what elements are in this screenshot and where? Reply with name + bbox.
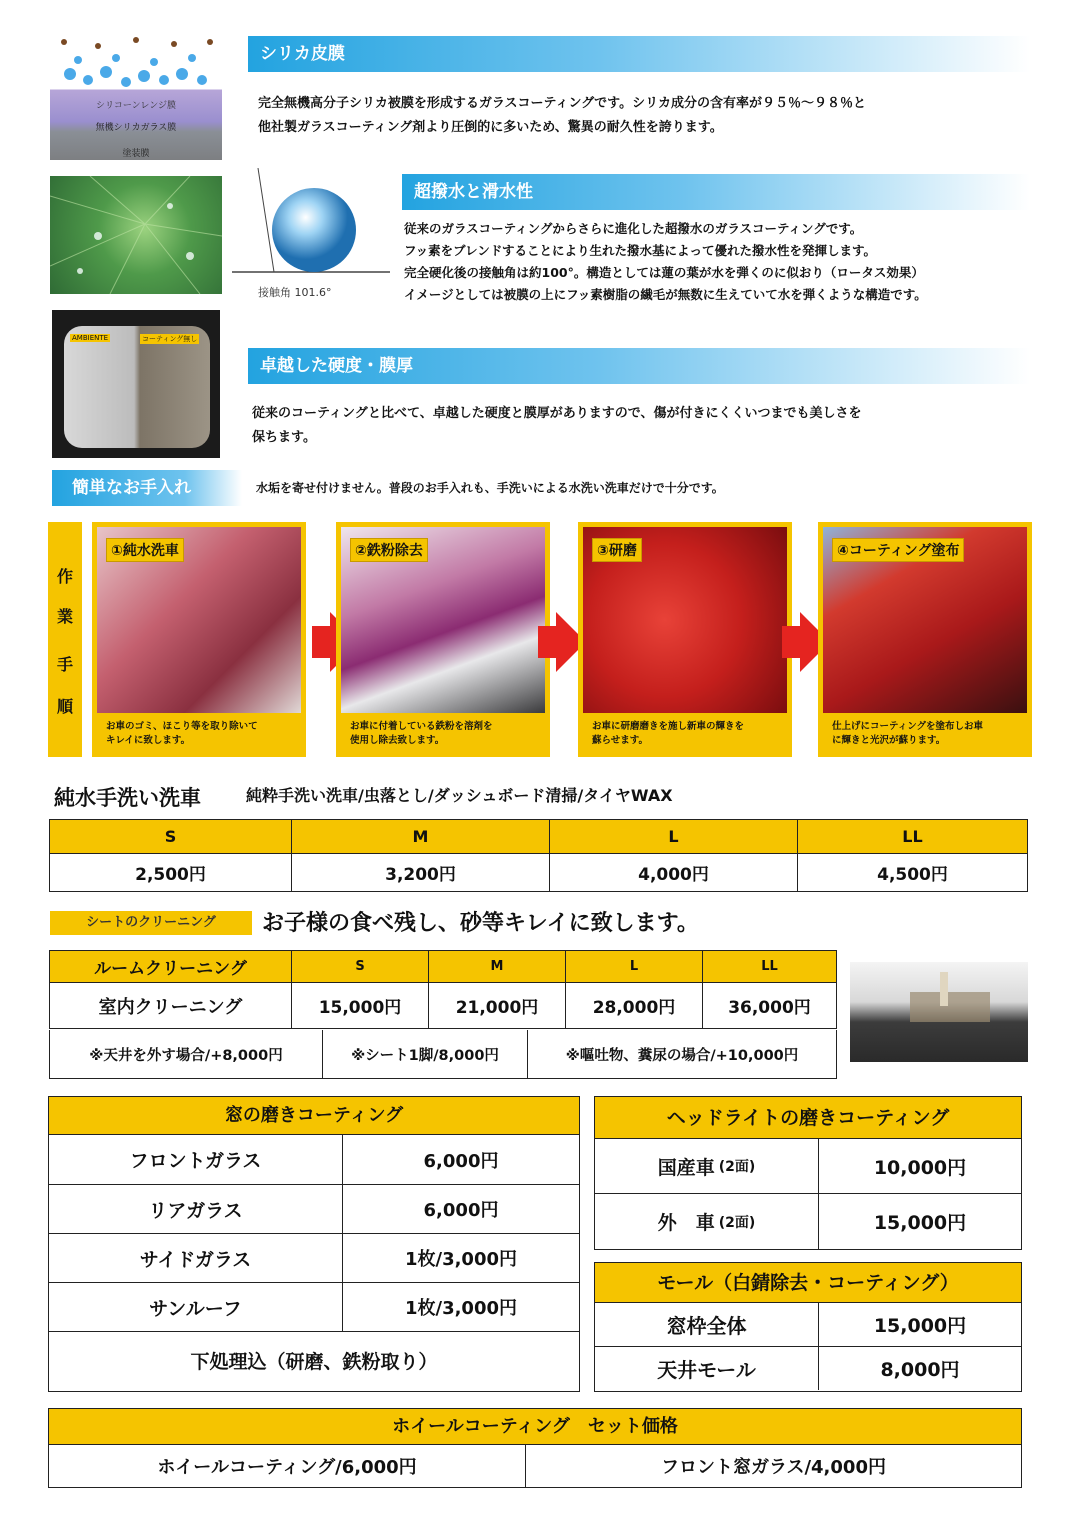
step-card-3	[578, 522, 792, 757]
steps-char-1: 作	[57, 567, 74, 586]
step-label: ②鉄粉除去	[350, 538, 428, 562]
window-item-price: 1枚/3,000円	[404, 1249, 518, 1270]
headlight-item-name: 外 車	[657, 1212, 715, 1234]
wash-title: 純水手洗い洗車	[54, 786, 201, 810]
diagram-layer-1: シリコーンレンジ膜	[96, 101, 176, 111]
room-note: ※シート1脚/8,000円	[323, 1030, 528, 1078]
wheel-set-box	[48, 1408, 1022, 1488]
headlight-item-price: 15,000円	[873, 1212, 967, 1234]
water-droplet-angle	[232, 168, 392, 304]
diagram-layer-3: 塗装膜	[122, 149, 150, 159]
window-item-name: フロントガラス	[49, 1135, 343, 1184]
price-cell: 2,500円	[50, 854, 292, 892]
wash-subtitle: 純粋手洗い洗車/虫落とし/ダッシュボード清掃/タイヤWAX	[246, 786, 673, 805]
silica-text-1: 完全無機高分子シリカ被膜を形成するガラスコーティングです。シリカ成分の含有率が９５％～９８％と	[258, 96, 867, 111]
mall-item-name: 窓枠全体	[595, 1303, 819, 1346]
section-title-water: 超撥水と滑水性	[402, 174, 1030, 210]
seat-headline: お子様の食べ残し、砂等キレイに致します。	[262, 911, 699, 936]
step-card-2	[336, 522, 550, 757]
hardness-text-2: 保ちます。	[252, 430, 316, 445]
headlight-item-price: 10,000円	[873, 1156, 967, 1179]
room-header: ルームクリーニング	[50, 951, 292, 983]
size-header: L	[550, 820, 798, 854]
step-caption-2: 蘇らせます。	[592, 735, 648, 746]
mall-coating-box	[594, 1262, 1022, 1392]
step-caption-1: お車に研磨磨きを施し新車の輝きを	[592, 721, 745, 732]
size-header: S	[50, 820, 292, 854]
headlight-item	[595, 1194, 819, 1249]
price-cell: 3,200円	[292, 854, 550, 892]
water-text-4: イメージとしては被膜の上にフッ素樹脂の繊毛が無数に生えていて水を弾くような構造です。	[404, 287, 927, 302]
window-header: 窓の磨きコーティング	[49, 1097, 579, 1135]
step-caption-2: キレイに致します。	[106, 735, 191, 746]
silica-diagram	[50, 32, 222, 160]
window-item-name: リアガラス	[49, 1185, 343, 1233]
steps-vertical-label	[48, 522, 82, 757]
mall-item-name: 天井モール	[595, 1347, 819, 1390]
hardness-text-1: 従来のコーティングと比べて、卓越した硬度と膜厚がありますので、傷が付きにくくいつまでも美しさを	[252, 406, 862, 421]
steps-char-3: 手	[57, 655, 74, 674]
easy-care-text: 水垢を寄せ付けません。普段のお手入れも、手洗いによる水洗い洗車だけで十分です。	[256, 481, 724, 495]
wash-price-table	[49, 819, 1028, 892]
room-notes	[49, 1030, 837, 1079]
room-cleaning-table	[49, 950, 837, 1029]
step-label: ③研磨	[592, 538, 642, 562]
silica-text-2: 他社製ガラスコーティング剤より圧倒的に多いため、驚異の耐久性を誇ります。	[258, 120, 723, 135]
headlight-item-sub: (2面)	[718, 1214, 756, 1231]
room-note: ※嘔吐物、糞尿の場合/+10,000円	[565, 1047, 799, 1064]
headlight-header: ヘッドライトの磨きコーティング	[595, 1097, 1021, 1139]
size-header: S	[292, 951, 429, 983]
step-label: ①純水洗車	[106, 538, 184, 562]
size-header: M	[429, 951, 566, 983]
price-cell: 15,000円	[292, 983, 429, 1029]
steps-char-4: 順	[57, 697, 74, 716]
step-caption-2: に輝きと光沢が蘇ります。	[832, 735, 946, 746]
step-caption-2: 使用し除去致します。	[350, 735, 445, 746]
water-text-2: フッ素をブレンドすることにより生れた撥水基によって優れた撥水性を発揮します。	[404, 243, 876, 258]
photo-label-left: AMBIENTE	[72, 334, 109, 342]
step-caption-1: お車に付着している鉄粉を溶剤を	[350, 721, 493, 732]
window-item-name: サイドガラス	[49, 1234, 343, 1282]
size-header: L	[566, 951, 703, 983]
price-cell: 4,000円	[550, 854, 798, 892]
price-cell: 4,500円	[798, 854, 1028, 892]
size-header: M	[292, 820, 550, 854]
wheel-item: フロント窓ガラス/4,000円	[661, 1457, 886, 1478]
headlight-item-sub: (2面)	[718, 1159, 756, 1175]
price-cell: 28,000円	[566, 983, 703, 1029]
headlight-coating-box	[594, 1096, 1022, 1250]
photo-label-right: コーティング無し	[142, 335, 198, 343]
mall-item-price: 8,000円	[880, 1359, 960, 1381]
size-header: LL	[703, 951, 837, 983]
step-card-4	[818, 522, 1032, 757]
price-cell: 36,000円	[703, 983, 837, 1029]
price-cell: 21,000円	[429, 983, 566, 1029]
window-coating-box	[48, 1096, 580, 1392]
water-text-3: 完全硬化後の接触角は約100°。構造としては蓮の葉が水を弾くのに似おり（ロータス効果）	[404, 265, 924, 280]
size-header: LL	[798, 820, 1028, 854]
wheel-item: ホイールコーティング/6,000円	[49, 1445, 526, 1487]
seat-cleaning-photo	[850, 962, 1028, 1062]
mall-header: モール（白錆除去・コーティング）	[595, 1263, 1021, 1303]
window-item-price: 1枚/3,000円	[404, 1298, 518, 1319]
room-row-label: 室内クリーニング	[50, 983, 292, 1029]
step-caption-1: 仕上げにコーティングを塗布しお車	[832, 721, 984, 732]
step-card-1	[92, 522, 306, 757]
section-title-easy-care: 簡単なお手入れ	[52, 470, 242, 506]
diagram-layer-2: 無機シリカガラス膜	[95, 123, 177, 133]
window-item-name: サンルーフ	[49, 1283, 343, 1331]
window-footer: 下処理込（研磨、鉄粉取り）	[190, 1350, 438, 1373]
window-item-price: 6,000円	[423, 1150, 499, 1172]
step-label: ④コーティング塗布	[832, 538, 964, 562]
section-title-hardness: 卓越した硬度・膜厚	[248, 348, 1030, 384]
mall-item-price: 15,000円	[873, 1315, 967, 1337]
steps-char-2: 業	[57, 607, 74, 626]
headlight-item	[595, 1139, 819, 1193]
wheel-header: ホイールコーティング セット価格	[49, 1409, 1021, 1445]
contact-angle-label: 接触角 101.6°	[258, 286, 332, 299]
section-title-silica: シリカ皮膜	[248, 36, 1030, 72]
seat-cleaning-tag: シートのクリーニング	[50, 911, 252, 935]
headlight-item-name: 国産車	[657, 1156, 715, 1179]
step-caption-1: お車のゴミ、ほこり等を取り除いて	[106, 721, 258, 732]
window-item-price: 6,000円	[423, 1200, 499, 1221]
lotus-leaf-photo	[50, 176, 222, 294]
room-note: ※天井を外す場合/+8,000円	[50, 1030, 323, 1078]
fuel-lid-comparison-photo	[52, 310, 220, 458]
water-text-1: 従来のガラスコーティングからさらに進化した超撥水のガラスコーティングです。	[404, 221, 863, 236]
